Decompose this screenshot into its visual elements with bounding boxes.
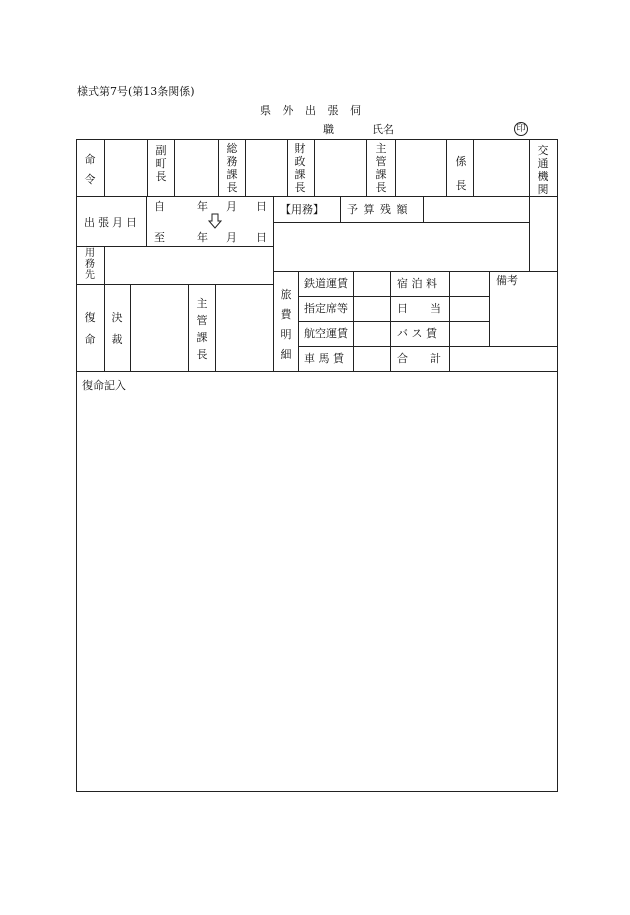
transportation-label: 交通機関: [537, 144, 549, 196]
vice-mayor-label: 副町長: [155, 144, 167, 183]
travel-expenses-label: 旅費明細: [280, 288, 292, 361]
position-label: 職: [323, 123, 334, 136]
general-affairs-chief-label: 総務課長: [226, 142, 238, 194]
decision-label: 決裁: [111, 311, 123, 346]
budget-balance-label: 予 算 残 額: [347, 203, 409, 216]
order-label: 命令: [84, 153, 96, 186]
report-label: 復命: [84, 311, 96, 346]
daily-allowance-label: 日 当: [397, 302, 441, 315]
finance-chief-label: 財政課長: [294, 142, 306, 194]
date-from-label: 自: [154, 200, 165, 213]
date-to-label: 至: [154, 231, 165, 244]
horse-carriage-fare-label: 車 馬 賃: [304, 352, 344, 365]
destination-label: 用務先: [85, 248, 95, 281]
form-title: 県 外 出 張 伺: [260, 104, 365, 117]
section-chief-label: 係長: [455, 155, 467, 192]
name-label: 氏名: [372, 123, 394, 136]
airfare-label: 航空運賃: [304, 327, 348, 340]
railway-fare-label: 鉄道運賃: [304, 277, 348, 290]
remarks-label: 備考: [496, 274, 518, 287]
bus-fare-label: バ ス 賃: [397, 327, 437, 340]
form-frame: [76, 139, 558, 792]
business-label: 【用務】: [280, 203, 324, 216]
reserved-seat-label: 指定席等: [304, 302, 348, 315]
seal-mark: 印: [514, 122, 528, 136]
report-notes-label: 復命記入: [82, 379, 126, 392]
lodging-fee-label: 宿 泊 料: [397, 277, 437, 290]
report-supervising-chief-label: 主管課長: [196, 297, 208, 361]
trip-dates-label: 出張月日: [84, 216, 140, 229]
form-number: 様式第7号(第13条関係): [77, 85, 195, 98]
down-arrow-icon: [208, 213, 222, 229]
row-divider: [76, 196, 558, 197]
total-label: 合 計: [397, 352, 441, 365]
supervising-chief-label: 主管課長: [375, 142, 387, 194]
